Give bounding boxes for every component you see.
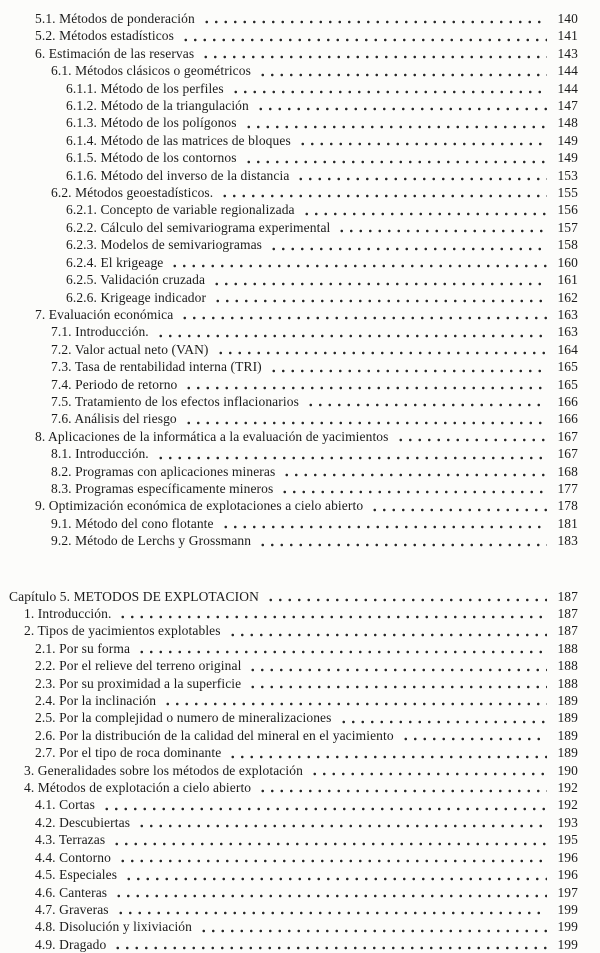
toc-entry-page-number: 192 bbox=[557, 797, 578, 813]
toc-entry-page-number: 155 bbox=[557, 185, 578, 201]
toc-entry bbox=[9, 289, 578, 306]
toc-entry bbox=[9, 463, 578, 480]
dot-leader bbox=[269, 363, 547, 376]
toc-entry-page-number: 189 bbox=[557, 710, 578, 726]
dot-leader bbox=[202, 14, 547, 27]
dot-leader bbox=[298, 136, 547, 149]
dot-leader bbox=[102, 801, 547, 814]
toc-entry-label: 6.2.5. Validación cruzada bbox=[66, 272, 206, 288]
toc-entry-page-number: 199 bbox=[557, 901, 578, 917]
toc-entry-label: 4.8. Disolución y lixiviación bbox=[35, 919, 193, 935]
toc-entry bbox=[9, 831, 578, 848]
dot-leader bbox=[199, 923, 547, 936]
dot-leader bbox=[184, 415, 547, 428]
toc-entry-page-number: 188 bbox=[557, 640, 578, 656]
toc-entry-page-number: 187 bbox=[557, 588, 578, 604]
toc-entry bbox=[9, 254, 578, 271]
toc-entry-label: 4.9. Dragado bbox=[35, 936, 107, 952]
toc-entry-label: 6. Estimación de las reservas bbox=[35, 45, 195, 61]
toc-entry bbox=[9, 114, 578, 131]
toc-entry-label: 4.3. Terrazas bbox=[35, 832, 106, 848]
dot-leader bbox=[170, 258, 547, 271]
dot-leader bbox=[310, 766, 547, 779]
toc-entry-label: 2.4. Por la inclinación bbox=[35, 693, 157, 709]
toc-entry-page-number: 166 bbox=[557, 411, 578, 427]
toc-entry-page-number: 149 bbox=[557, 150, 578, 166]
toc-entry-label: 6.2.1. Concepto de variable regionalizada bbox=[66, 202, 295, 218]
dot-leader bbox=[113, 940, 547, 953]
toc-entry-label: 4.2. Descubiertas bbox=[35, 814, 131, 830]
toc-section bbox=[9, 10, 578, 550]
toc-entry-label: 6.1.5. Método de los contornos bbox=[66, 150, 237, 166]
toc-entry-page-number: 147 bbox=[557, 98, 578, 114]
toc-entry bbox=[9, 149, 578, 166]
dot-leader bbox=[396, 432, 547, 445]
dot-leader bbox=[137, 644, 547, 657]
dot-leader bbox=[201, 49, 547, 62]
toc-entry bbox=[9, 10, 578, 27]
toc-entry-page-number: 189 bbox=[557, 693, 578, 709]
toc-entry-label: 2.6. Por la distribución de la calidad del mineral en el yacimiento bbox=[35, 727, 394, 743]
toc-entry bbox=[9, 744, 578, 761]
toc-entry-page-number: 168 bbox=[557, 463, 578, 479]
dot-leader bbox=[256, 101, 547, 114]
toc-entry bbox=[9, 27, 578, 44]
toc-entry-page-number: 165 bbox=[557, 359, 578, 375]
toc-entry bbox=[9, 323, 578, 340]
toc-entry bbox=[9, 884, 578, 901]
toc-entry-label: 4.6. Canteras bbox=[35, 884, 108, 900]
toc-entry-page-number: 140 bbox=[557, 11, 578, 26]
toc-entry-page-number: 188 bbox=[557, 658, 578, 674]
dot-leader bbox=[221, 519, 547, 532]
toc-entry-label: 2.2. Por el relieve del terreno original bbox=[35, 658, 242, 674]
toc-entry-label: 4.7. Graveras bbox=[35, 901, 109, 917]
toc-entry bbox=[9, 727, 578, 744]
toc-entry-label: 6.2.4. El krigeage bbox=[66, 254, 164, 270]
toc-entry-page-number: 164 bbox=[557, 341, 578, 357]
toc-entry bbox=[9, 918, 578, 935]
toc-entry-label: 7.1. Introducción. bbox=[51, 324, 149, 340]
toc-entry-label: 2.1. Por su forma bbox=[35, 640, 131, 656]
dot-leader bbox=[370, 502, 547, 515]
toc-entry-page-number: 153 bbox=[557, 167, 578, 183]
toc-entry bbox=[9, 515, 578, 532]
toc-entry bbox=[9, 849, 578, 866]
dot-leader bbox=[401, 731, 547, 744]
toc-entry-label: 6.2.2. Cálculo del semivariograma experimental bbox=[66, 219, 331, 235]
dot-leader bbox=[258, 783, 547, 796]
toc-entry-label: 5.2. Métodos estadísticos bbox=[35, 28, 174, 44]
toc-entry-page-number: 187 bbox=[557, 623, 578, 639]
dot-leader bbox=[258, 67, 547, 80]
toc-entry-page-number: 190 bbox=[557, 762, 578, 778]
dot-leader bbox=[114, 888, 547, 901]
toc-entry-page-number: 167 bbox=[557, 446, 578, 462]
toc-entry-page-number: 156 bbox=[557, 202, 578, 218]
dot-leader bbox=[118, 609, 547, 622]
toc-entry-label: 6.2. Métodos geoestadísticos. bbox=[51, 185, 214, 201]
toc-entry bbox=[9, 936, 578, 953]
dot-leader bbox=[248, 679, 547, 692]
dot-leader bbox=[181, 32, 547, 45]
toc-entry bbox=[9, 796, 578, 813]
toc-entry bbox=[9, 410, 578, 427]
toc-entry-page-number: 189 bbox=[557, 727, 578, 743]
toc-entry-page-number: 149 bbox=[557, 132, 578, 148]
toc-entry bbox=[9, 167, 578, 184]
toc-entry bbox=[9, 532, 578, 549]
dot-leader bbox=[306, 397, 547, 410]
toc-entry bbox=[9, 709, 578, 726]
toc-entry bbox=[9, 445, 578, 462]
dot-leader bbox=[282, 467, 547, 480]
toc-section bbox=[9, 588, 578, 953]
toc-entry bbox=[9, 657, 578, 674]
toc-entry-label: 4.1. Cortas bbox=[35, 797, 95, 813]
toc-entry bbox=[9, 132, 578, 149]
toc-entry bbox=[9, 62, 578, 79]
toc-entry-label: 2.7. Por el tipo de roca dominante bbox=[35, 745, 222, 761]
toc-entry-page-number: 144 bbox=[557, 80, 578, 96]
toc-entry-label: 8.1. Introducción. bbox=[51, 446, 149, 462]
toc-entry-page-number: 163 bbox=[557, 324, 578, 340]
toc-entry-label: 8.3. Programas específicamente mineros bbox=[51, 480, 274, 496]
toc-entry-label: 7.2. Valor actual neto (VAN) bbox=[51, 341, 209, 357]
dot-leader bbox=[258, 537, 547, 550]
toc-entry-label: 2.5. Por la complejidad o numero de mineralizaciones bbox=[35, 710, 332, 726]
toc-entry bbox=[9, 605, 578, 622]
toc-entry-page-number: 188 bbox=[557, 675, 578, 691]
toc-entry bbox=[9, 271, 578, 288]
toc-entry-page-number: 178 bbox=[557, 498, 578, 514]
toc-entry-page-number: 195 bbox=[557, 832, 578, 848]
toc-entry-page-number: 196 bbox=[557, 849, 578, 865]
toc-entry-label: 7.3. Tasa de rentabilidad interna (TRI) bbox=[51, 359, 262, 375]
toc-entry-page-number: 166 bbox=[557, 393, 578, 409]
dot-leader bbox=[228, 749, 547, 762]
toc-entry-page-number: 183 bbox=[557, 533, 578, 549]
toc-entry bbox=[9, 341, 578, 358]
toc-entry-label: 6.1.1. Método de los perfiles bbox=[66, 80, 224, 96]
toc-entry-page-number: 144 bbox=[557, 63, 578, 79]
toc-entry-page-number: 177 bbox=[557, 480, 578, 496]
dot-leader bbox=[116, 905, 547, 918]
toc-entry-label: 7.4. Periodo de retorno bbox=[51, 376, 178, 392]
toc-entry bbox=[9, 779, 578, 796]
toc-entry-label: 6.1.6. Método del inverso de la distancia bbox=[66, 167, 290, 183]
toc-entry-label: 9. Optimización económica de explotaciones a cielo abierto bbox=[35, 498, 364, 514]
dot-leader bbox=[137, 818, 547, 831]
dot-leader bbox=[184, 380, 547, 393]
toc-entry-label: 6.1.4. Método de las matrices de bloques bbox=[66, 132, 291, 148]
toc-entry-label: 4. Métodos de explotación a cielo abierto bbox=[24, 780, 252, 796]
toc-entry bbox=[9, 45, 578, 62]
dot-leader bbox=[296, 171, 547, 184]
dot-leader bbox=[269, 241, 547, 254]
toc-entry-page-number: 197 bbox=[557, 884, 578, 900]
dot-leader bbox=[180, 310, 547, 323]
toc-entry bbox=[9, 80, 578, 97]
dot-leader bbox=[280, 484, 547, 497]
toc-entry bbox=[9, 358, 578, 375]
dot-leader bbox=[337, 223, 547, 236]
toc-entry-label: 6.1.2. Método de la triangulación bbox=[66, 98, 249, 114]
toc-entry-page-number: 199 bbox=[557, 936, 578, 952]
toc-entry-page-number: 158 bbox=[557, 237, 578, 253]
toc-entry-page-number: 187 bbox=[557, 606, 578, 621]
toc-entry-page-number: 196 bbox=[557, 867, 578, 883]
dot-leader bbox=[118, 853, 547, 866]
toc-entry-label: 9.1. Método del cono flotante bbox=[51, 515, 214, 531]
toc-entry-page-number: 165 bbox=[557, 376, 578, 392]
toc-entry-page-number: 167 bbox=[557, 428, 578, 444]
dot-leader bbox=[220, 188, 547, 201]
toc-entry-label: 7.5. Tratamiento de los efectos inflacionarios bbox=[51, 393, 299, 409]
toc-entry bbox=[9, 866, 578, 883]
dot-leader bbox=[231, 84, 547, 97]
toc-entry bbox=[9, 901, 578, 918]
toc-entry-page-number: 141 bbox=[557, 28, 578, 44]
toc-entry-label: 2.3. Por su proximidad a la superficie bbox=[35, 675, 242, 691]
toc-entry-page-number: 143 bbox=[557, 45, 578, 61]
toc-entry-label: 5.1. Métodos de ponderación bbox=[35, 11, 195, 26]
toc-entry-label: 6.2.6. Krigeage indicador bbox=[66, 289, 207, 305]
dot-leader bbox=[302, 206, 547, 219]
table-of-contents bbox=[9, 10, 578, 953]
toc-entry bbox=[9, 622, 578, 639]
toc-entry-page-number: 148 bbox=[557, 115, 578, 131]
toc-entry-page-number: 157 bbox=[557, 219, 578, 235]
toc-entry bbox=[9, 640, 578, 657]
dot-leader bbox=[339, 714, 548, 727]
toc-entry-page-number: 181 bbox=[557, 515, 578, 531]
toc-entry bbox=[9, 97, 578, 114]
toc-entry bbox=[9, 692, 578, 709]
toc-entry bbox=[9, 219, 578, 236]
dot-leader bbox=[156, 450, 547, 463]
toc-entry-label: 6.1.3. Método de los polígonos bbox=[66, 115, 237, 131]
toc-entry-page-number: 161 bbox=[557, 272, 578, 288]
toc-entry bbox=[9, 236, 578, 253]
toc-entry-label: 8. Aplicaciones de la informática a la evaluación de yacimientos bbox=[35, 428, 389, 444]
toc-entry-page-number: 199 bbox=[557, 919, 578, 935]
dot-leader bbox=[228, 627, 547, 640]
toc-entry-label: 4.5. Especiales bbox=[35, 867, 118, 883]
toc-entry bbox=[9, 814, 578, 831]
toc-entry-label: 7. Evaluación económica bbox=[35, 306, 174, 322]
dot-leader bbox=[216, 345, 547, 358]
dot-leader bbox=[112, 836, 547, 849]
toc-entry bbox=[9, 588, 578, 605]
dot-leader bbox=[213, 293, 547, 306]
toc-entry bbox=[9, 497, 578, 514]
dot-leader bbox=[248, 662, 547, 675]
toc-entry bbox=[9, 201, 578, 218]
toc-entry bbox=[9, 376, 578, 393]
toc-entry-label: 8.2. Programas con aplicaciones mineras bbox=[51, 463, 276, 479]
dot-leader bbox=[212, 276, 547, 289]
toc-entry-label: 3. Generalidades sobre los métodos de explotación bbox=[24, 762, 303, 778]
toc-entry bbox=[9, 762, 578, 779]
dot-leader bbox=[124, 871, 547, 884]
toc-entry bbox=[9, 184, 578, 201]
toc-entry-page-number: 160 bbox=[557, 254, 578, 270]
toc-entry-label: 7.6. Análisis del riesgo bbox=[51, 411, 177, 427]
toc-entry-label: 4.4. Contorno bbox=[35, 849, 111, 865]
toc-entry-label: 6.2.3. Modelos de semivariogramas bbox=[66, 237, 263, 253]
dot-leader bbox=[244, 154, 547, 167]
toc-entry bbox=[9, 480, 578, 497]
toc-entry-label: Capítulo 5. METODOS DE EXPLOTACION bbox=[9, 588, 259, 604]
toc-entry bbox=[9, 428, 578, 445]
toc-entry bbox=[9, 393, 578, 410]
toc-entry-label: 2. Tipos de yacimientos explotables bbox=[24, 623, 221, 639]
dot-leader bbox=[244, 119, 547, 132]
dot-leader bbox=[156, 328, 547, 341]
toc-entry-label: 9.2. Método de Lerchs y Grossmann bbox=[51, 533, 252, 549]
toc-entry-page-number: 189 bbox=[557, 745, 578, 761]
dot-leader bbox=[163, 696, 547, 709]
toc-entry-label: 1. Introducción. bbox=[24, 606, 112, 621]
toc-entry bbox=[9, 675, 578, 692]
toc-entry bbox=[9, 306, 578, 323]
toc-entry-page-number: 162 bbox=[557, 289, 578, 305]
dot-leader bbox=[266, 592, 547, 605]
toc-entry-page-number: 163 bbox=[557, 306, 578, 322]
toc-entry-label: 6.1. Métodos clásicos o geométricos bbox=[51, 63, 251, 79]
toc-entry-page-number: 192 bbox=[557, 780, 578, 796]
toc-entry-page-number: 193 bbox=[557, 814, 578, 830]
